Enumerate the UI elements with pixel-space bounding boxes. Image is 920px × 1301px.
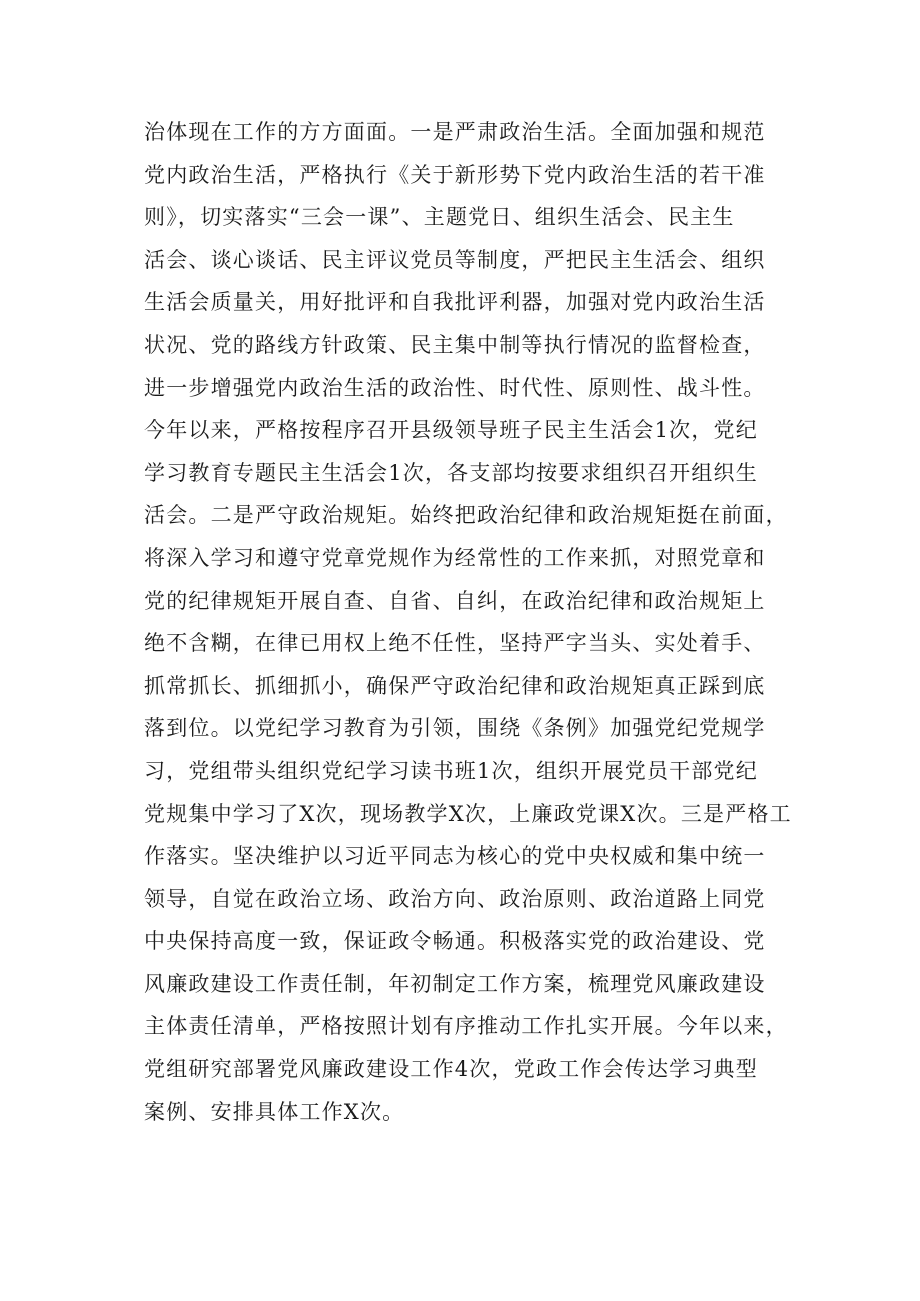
text-line-11: 将深入学习和遵守党章党规作为经常性的工作来抓，对照党章和 [144, 545, 766, 570]
text-line-2: 党内政治生活，严格执行《关于新形势下党内政治生活的若干准 [144, 162, 766, 187]
text-line-17: 党规集中学习了X次，现场教学X次，上廉政党课X次。三是严格工 [144, 801, 792, 826]
text-line-8: 今年以来，严格按程序召开县级领导班子民主生活会1次，党纪 [144, 418, 758, 443]
body-paragraph [144, 111, 796, 1133]
text-line-4: 活会、谈心谈话、民主评议党员等制度，严把民主生活会、组织 [144, 247, 766, 272]
text-line-6: 状况、党的路线方针政策、民主集中制等执行情况的监督检查， [144, 332, 766, 357]
text-line-18: 作落实。坚决维护以习近平同志为核心的党中央权威和集中统一 [144, 844, 766, 869]
text-line-5: 生活会质量关，用好批评和自我批评利器，加强对党内政治生活 [144, 290, 766, 315]
text-line-14: 抓常抓长、抓细抓小，确保严守政治纪律和政治规矩真正踩到底 [144, 673, 766, 698]
text-line-23: 党组研究部署党风廉政建设工作4次，党政工作会传达学习典型 [144, 1057, 758, 1082]
text-line-1: 治体现在工作的方方面面。一是严肃政治生活。全面加强和规范 [144, 120, 766, 144]
text-line-22: 主体责任清单，严格按照计划有序推动工作扎实开展。今年以来， [144, 1014, 788, 1039]
text-line-20: 中央保持高度一致，保证政令畅通。积极落实党的政治建设、党 [144, 929, 766, 954]
text-line-24: 案例、安排具体工作X次。 [144, 1099, 405, 1124]
text-line-9: 学习教育专题民主生活会1次，各支部均按要求组织召开组织生 [144, 460, 758, 485]
text-line-12: 党的纪律规矩开展自查、自省、自纠，在政治纪律和政治规矩上 [144, 588, 766, 613]
text-line-13: 绝不含糊，在律已用权上绝不任性，坚持严字当头、实处着手、 [144, 631, 766, 656]
text-line-3: 则》，切实落实“三会一课”、主题党日、组织生活会、民主生 [144, 205, 735, 230]
text-line-7: 进一步增强党内政治生活的政治性、时代性、原则性、战斗性。 [144, 375, 766, 400]
text-line-15: 落到位。以党纪学习教育为引领，围绕《条例》加强党纪党规学 [144, 716, 766, 741]
text-line-19: 领导，自觉在政治立场、政治方向、政治原则、政治道路上同党 [144, 886, 766, 911]
text-line-21: 风廉政建设工作责任制，年初制定工作方案，梳理党风廉政建设 [144, 971, 766, 996]
text-line-10: 活会。二是严守政治规矩。始终把政治纪律和政治规矩挺在前面， [144, 503, 788, 528]
text-line-16: 习，党组带头组织党纪学习读书班1次，组织开展党员干部党纪 [144, 758, 758, 783]
